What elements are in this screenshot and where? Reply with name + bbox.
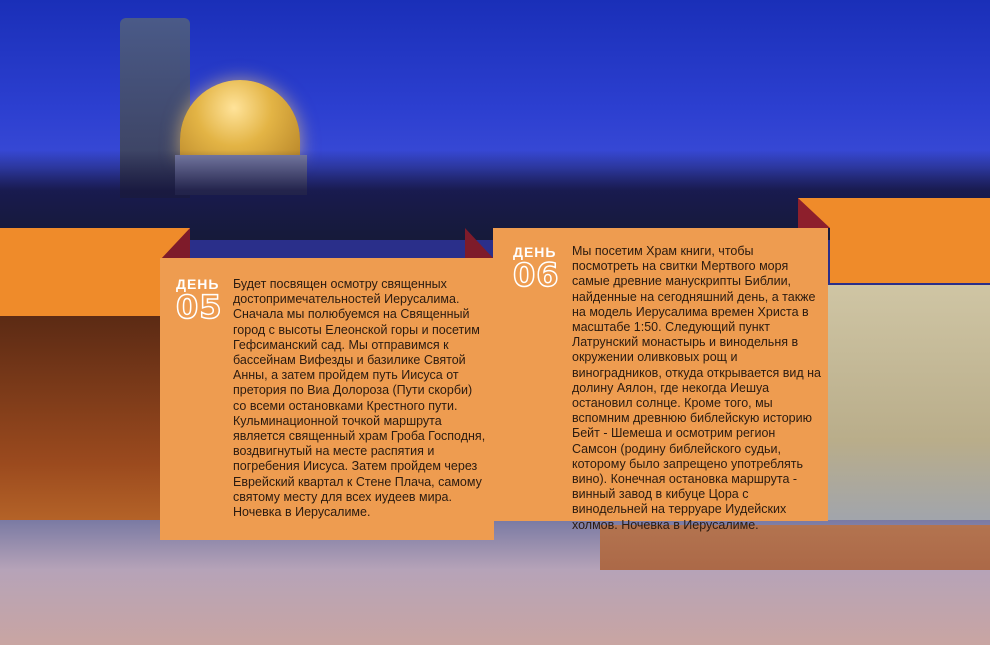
- day-05-panel: [160, 258, 494, 540]
- ribbon-fold-left: [160, 228, 190, 260]
- day-05-description: Будет посвящен осмотру священных достопримечательностей Иерусалима. Сначала мы полюбуемся на Священный город с высоты Елеонской горы и посетим Гефсиманский сад. Мы отправимся к бассейнам Вифезды и базилике Святой Анны, а затем пройдем путь Иисуса от претория по Виа Долороза (Пути скорби) со всеми остановками Крестного пути. Кульминационной точкой маршрута является священный храм Гроба Господня, воздвигнутый на месте распятия и погребения Иисуса. Затем пройдем через Еврейский квартал к Стене Плача, самому святому месту для всех иудеев мира. Ночевка в Иерусалиме.: [233, 277, 486, 520]
- day-05-word: ДЕНЬ: [176, 276, 220, 292]
- western-wall-photo: [828, 285, 990, 545]
- day-05-heading: [176, 276, 223, 326]
- ribbon-fold-right: [798, 198, 830, 228]
- day-06-description: Мы посетим Храм книги, чтобы посмотреть на свитки Мертвого моря самые древние манускрипты Библии, найденные на сегодняшний день, а также на модель Иерусалима времен Христа в масштабе 1:50. Следующий пункт Латрунский монастырь и винодельня в окружении оливковых рощ и виноградников, откуда открывается вид на долину Аялон, где некогда Иешуа остановил солнце. Кроме того, мы вспомним древнюю библейскую историю Бейт - Шемеша и осмотрим регион Самсон (родину библейского судьи, которому было запрещено употреблять вино). Конечная остановка маршрута - винный завод в кибуце Цора с винодельней на терруаре Иудейских холмов. Ночевка в Иерусалиме.: [572, 244, 821, 532]
- day-06-number: 06: [513, 256, 560, 294]
- orange-band-right: [830, 228, 990, 283]
- day-06-panel: [493, 228, 828, 532]
- day-06-heading: [513, 244, 560, 294]
- ribbon-fold-mid: [465, 228, 493, 258]
- day-06-word: ДЕНЬ: [513, 244, 557, 260]
- day-05-number: 05: [176, 288, 223, 326]
